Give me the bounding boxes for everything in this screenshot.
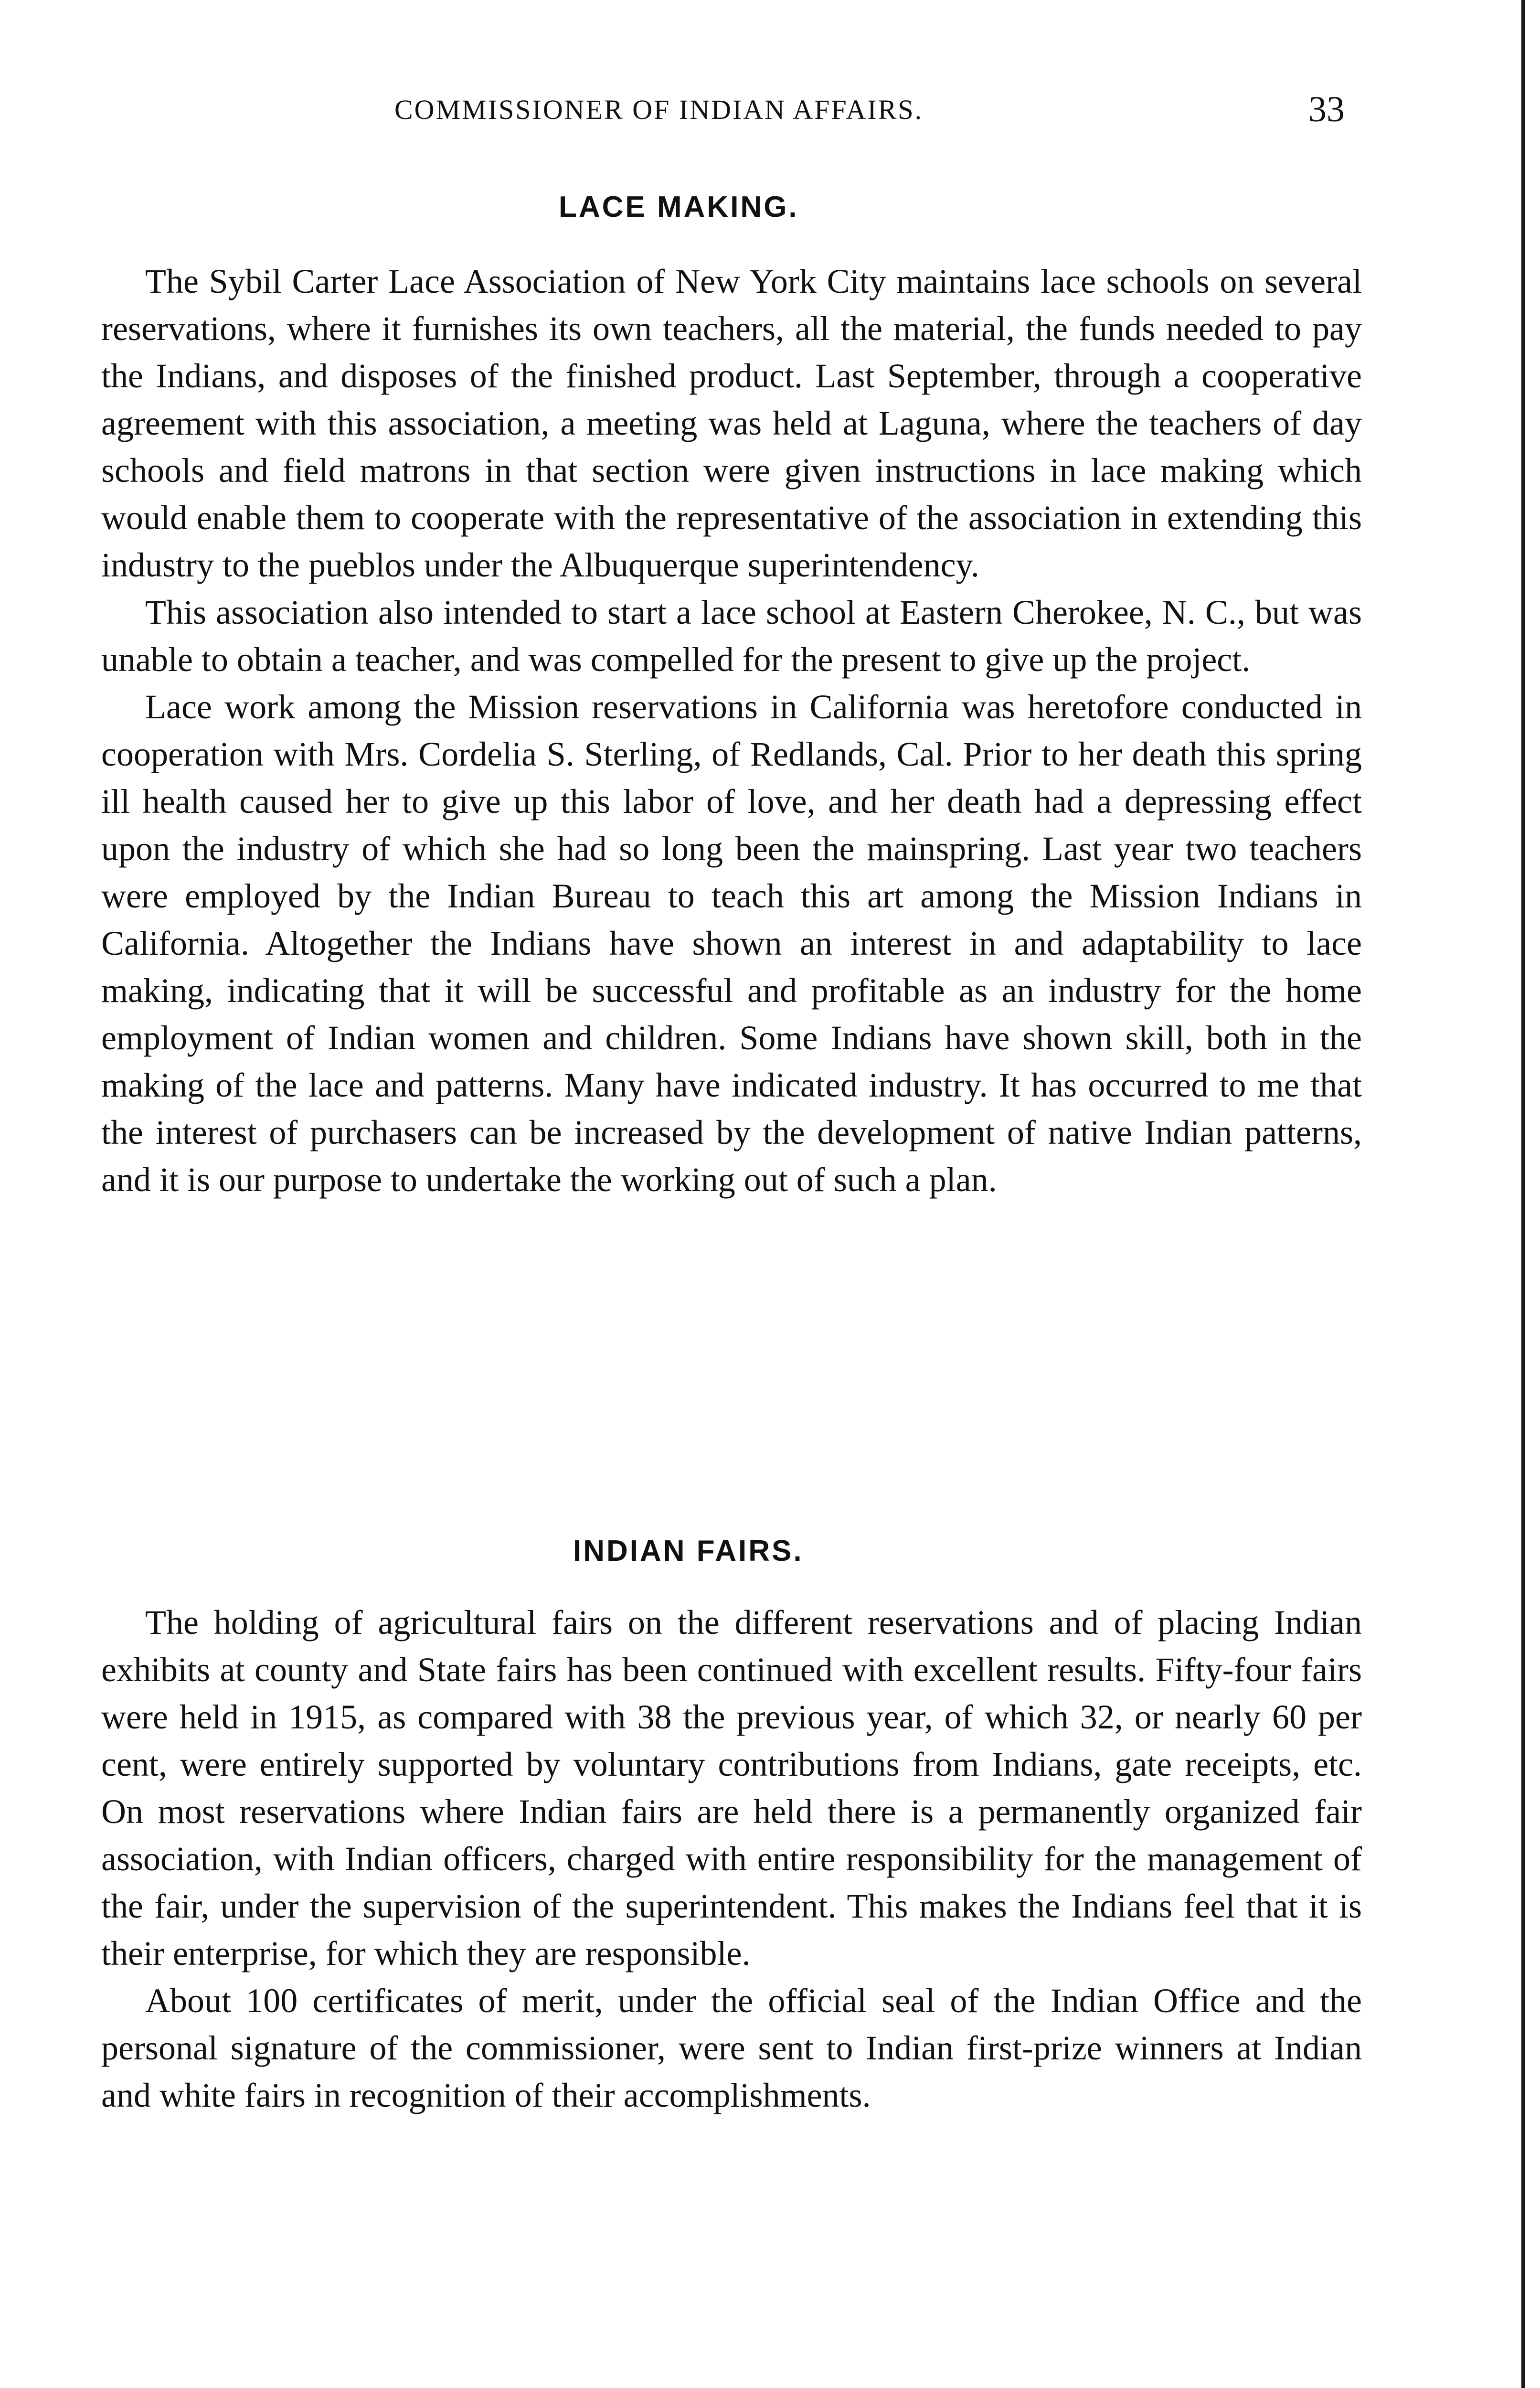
section-heading-indian-fairs: INDIAN FAIRS. — [573, 1535, 804, 1567]
section-body-lace-making — [101, 258, 1362, 1204]
section-heading-lace-making: LACE MAKING. — [559, 191, 799, 224]
page-edge-rule — [1521, 0, 1525, 2388]
paragraph: Lace work among the Mission reservations in California was heretofore conducted in cooperation with Mrs. Cordelia S. Sterling, of Redlands, Cal. Prior to her death this spring ill health caused her to give up this labor of love, and her death had a depressing effect upon the industry of which she had so long been the mainspring. Last year two teachers were employed by the Indian Bureau to teach this art among the Mission Indians in California. Altogether the Indians have shown an interest in and adaptability to lace making, indicating that it will be successful and profitable as an industry for the home employment of Indian women and children. Some Indians have shown skill, both in the making of the lace and patterns. Many have indicated industry. It has occurred to me that the interest of purchasers can be increased by the development of native Indian patterns, and it is our purpose to undertake the working out of such a plan. — [101, 688, 1362, 1199]
section-body-indian-fairs — [101, 1599, 1362, 2119]
page-number: 33 — [1308, 89, 1345, 129]
paragraph: About 100 certificates of merit, under the official seal of the Indian Office and the personal signature of the commissioner, were sent to Indian first-prize winners at Indian and white fairs in recognition of their accomplishments. — [101, 1982, 1362, 2114]
paragraph: The Sybil Carter Lace Association of New York City maintains lace schools on several reservations, where it furnishes its own teachers, all the material, the funds needed to pay the Indians, and disposes of the finished product. Last September, through a cooperative agreement with this association, a meeting was held at Laguna, where the teachers of day schools and field matrons in that section were given instructions in lace making which would enable them to cooperate with the representative of the association in extending this industry to the pueblos under the Albuquerque superintendency. — [101, 262, 1362, 584]
paragraph: This association also intended to start a lace school at Eastern Cherokee, N. C., but was unable to obtain a teacher, and was compelled for the present to give up the project. — [101, 593, 1362, 679]
paragraph: The holding of agricultural fairs on the different reservations and of placing Indian exhibits at county and State fairs has been continued with excellent results. Fifty-four fairs were held in 1915, as compared with 38 the previous year, of which 32, or nearly 60 per cent, were entirely supported by voluntary contributions from Indians, gate receipts, etc. On most reservations where Indian fairs are held there is a permanently organized fair association, with Indian officers, charged with entire responsibility for the management of the fair, under the supervision of the superintendent. This makes the Indians feel that it is their enterprise, for which they are responsible. — [101, 1603, 1362, 1972]
running-header-title: COMMISSIONER OF INDIAN AFFAIRS. — [394, 94, 924, 125]
